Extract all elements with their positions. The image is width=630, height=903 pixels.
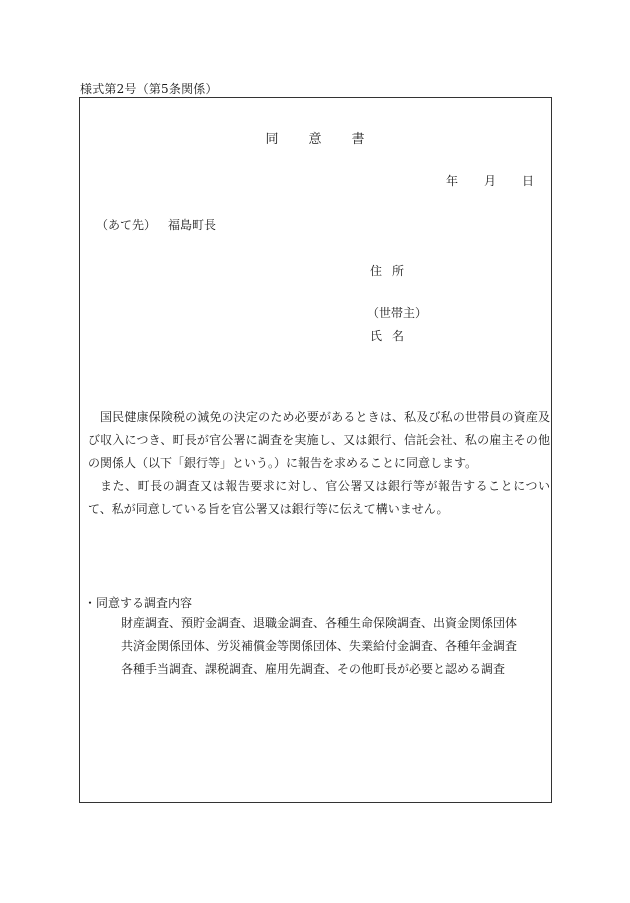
survey-scope-header: ・同意する調査内容	[84, 596, 193, 610]
form-number-label: 様式第2号（第5条関係）	[80, 82, 218, 96]
household-head-label: （世帯主）	[367, 306, 428, 320]
consent-paragraph: また、町長の調査又は報告要求に対し、官公署又は銀行等が報告することについて、私が同意している旨を官公署又は銀行等に伝えて構いません。	[88, 479, 550, 516]
date-month-label: 月	[483, 174, 496, 188]
addressee-prefix: （あて先）	[96, 218, 157, 232]
survey-scope-line: 共済金関係団体、労災補償金等関係団体、失業給付金調査、各種年金調査	[121, 639, 518, 653]
address-label: 住所	[370, 264, 415, 278]
consent-body	[88, 406, 550, 521]
name-label: 氏名	[370, 329, 415, 343]
document-title: 同意書	[265, 132, 395, 147]
date-line	[446, 172, 534, 189]
date-day-label: 日	[521, 174, 534, 188]
survey-scope-line: 各種手当調査、課税調査、雇用先調査、その他町長が必要と認める調査	[121, 662, 506, 676]
survey-scope-line: 財産調査、預貯金調査、退職金調査、各種生命保険調査、出資金関係団体	[121, 616, 518, 630]
survey-scope-list	[121, 612, 517, 681]
addressee-line	[96, 216, 216, 233]
consent-paragraph: 国民健康保険税の減免の決定のため必要があるときは、私及び私の世帯員の資産及び収入につき、町長が官公署に調査を実施し、又は銀行、信託会社、私の雇主その他の関係人（以下「銀行等」という。）に報告を求めることに同意します。	[88, 410, 550, 470]
date-year-label: 年	[445, 174, 458, 188]
addressee-recipient: 福島町長	[168, 218, 217, 232]
